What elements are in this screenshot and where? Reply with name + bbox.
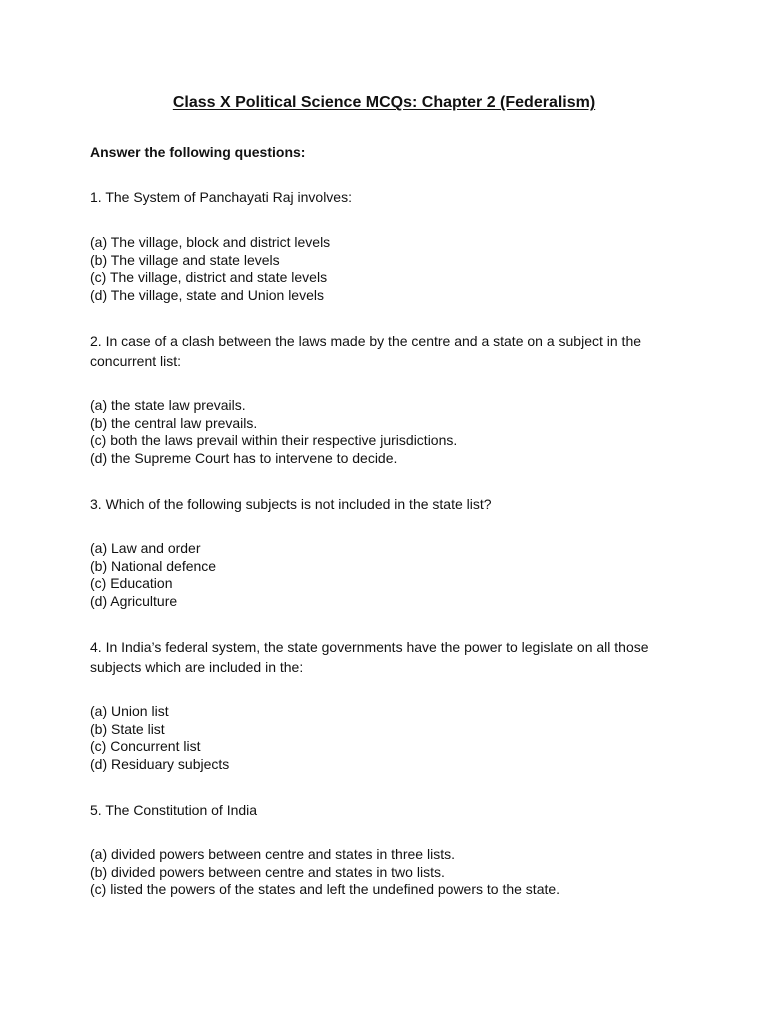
instruction-text: Answer the following questions: xyxy=(90,144,306,160)
question-text: 1. The System of Panchayati Raj involves: xyxy=(90,189,352,205)
option-b: (b) the central law prevails. xyxy=(90,414,258,431)
question-2 xyxy=(90,331,690,371)
option-c: (c) listed the powers of the states and left the undefined powers to the state. xyxy=(90,881,561,897)
question-3-options xyxy=(90,540,690,610)
option-b: (b) divided powers between centre and states in two lists. xyxy=(90,863,445,880)
option-b: (b) National defence xyxy=(90,557,217,574)
option-b: (b) The village and state levels xyxy=(90,251,280,268)
question-text: 5. The Constitution of India xyxy=(90,802,258,818)
option-a: (a) The village, block and district levels xyxy=(90,234,331,250)
option-c: (c) Concurrent list xyxy=(90,738,201,754)
question-5 xyxy=(90,800,690,820)
question-text: 2. In case of a clash between the laws made by the centre and a state on a subject in the concurrent list: xyxy=(90,333,642,369)
question-5-options xyxy=(90,846,690,899)
document-title: Class X Political Science MCQs: Chapter 2 (Federalism) xyxy=(172,94,596,111)
option-a: (a) the state law prevails. xyxy=(90,397,246,413)
question-1 xyxy=(90,187,690,207)
question-4 xyxy=(90,637,690,677)
option-a: (a) Law and order xyxy=(90,540,201,556)
option-c: (c) The village, district and state levels xyxy=(90,269,328,285)
option-c: (c) Education xyxy=(90,575,173,591)
question-3 xyxy=(90,494,690,514)
question-2-options xyxy=(90,397,690,467)
option-d: (d) The village, state and Union levels xyxy=(90,286,324,303)
option-b: (b) State list xyxy=(90,720,165,737)
question-1-options xyxy=(90,234,690,304)
option-a: (a) divided powers between centre and states in three lists. xyxy=(90,846,455,862)
option-d: (d) Agriculture xyxy=(90,592,178,609)
option-c: (c) both the laws prevail within their respective jurisdictions. xyxy=(90,432,458,448)
option-d: (d) the Supreme Court has to intervene to decide. xyxy=(90,449,398,466)
option-d: (d) Residuary subjects xyxy=(90,755,230,772)
question-text: 3. Which of the following subjects is not included in the state list? xyxy=(90,496,492,512)
question-4-options xyxy=(90,703,690,773)
option-a: (a) Union list xyxy=(90,703,169,719)
question-text: 4. In India’s federal system, the state governments have the power to legislate on all those subjects which are included in the: xyxy=(90,639,649,675)
